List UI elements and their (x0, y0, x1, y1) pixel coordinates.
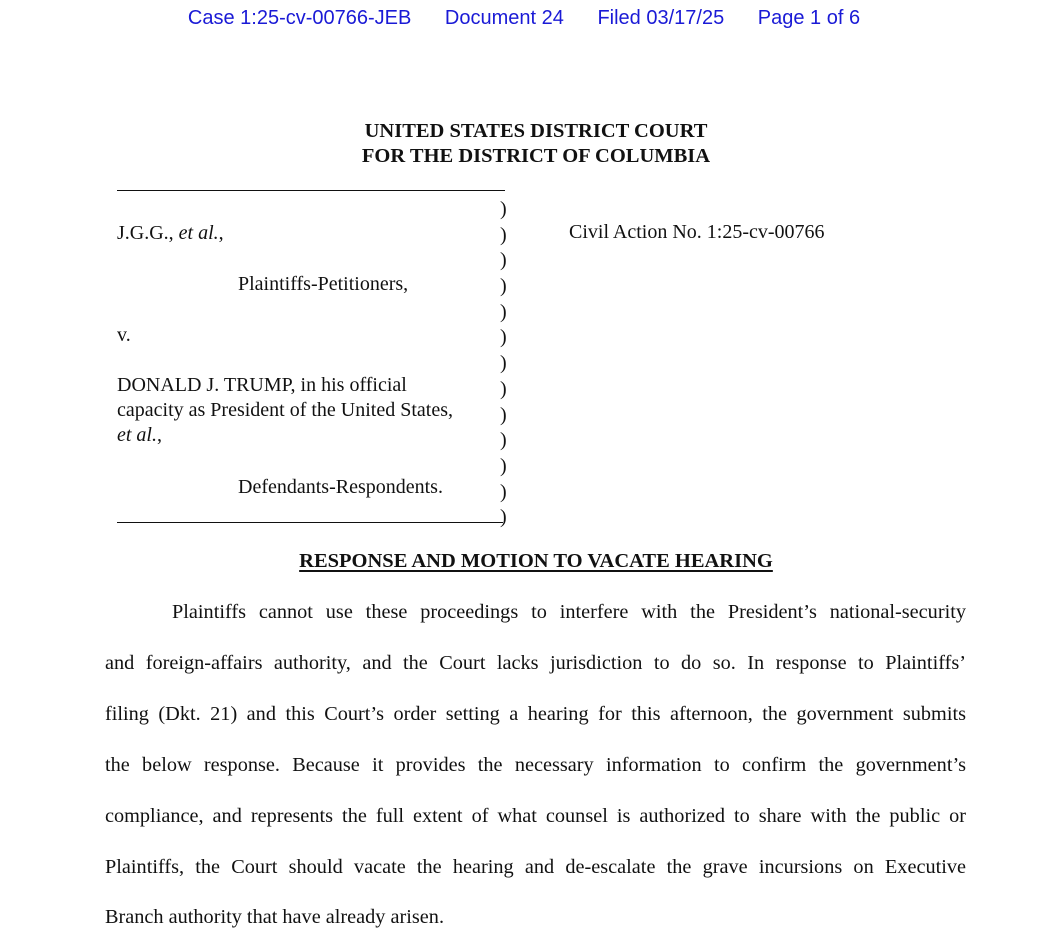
caption-paren: ) (500, 480, 507, 503)
caption-paren: ) (500, 377, 507, 400)
caption-paren: ) (500, 300, 507, 323)
caption-paren: ) (500, 198, 507, 220)
caption-parenthesis-column (500, 197, 507, 531)
court-heading (0, 119, 1048, 169)
defendant-line1: DONALD J. TRUMP, in his official (117, 374, 407, 396)
defendant-etal-text: et al. (117, 424, 157, 446)
body-line: Plaintiffs, the Court should vacate the hearing and de-escalate the grave incursions on Executive (105, 856, 966, 878)
caption-paren: ) (500, 454, 507, 477)
ecf-case-number: Case 1:25-cv-00766-JEB (187, 7, 412, 29)
defendant-line2: capacity as President of the United States, (117, 399, 454, 421)
body-line: and foreign-affairs authority, and the Court lacks jurisdiction to do so. In response to Plaintiffs’ (105, 652, 966, 674)
ecf-document-number: Document 24 (444, 7, 564, 29)
defendant-role: Defendants-Respondents. (238, 476, 443, 498)
plaintiff-name (117, 221, 224, 246)
plaintiff-name-text: J.G.G., (117, 222, 179, 244)
defendant-comma: , (157, 424, 162, 446)
body-line: Plaintiffs cannot use these proceedings to interfere with the President’s national-security (172, 601, 966, 623)
body-line: Branch authority that have already arisen. (105, 906, 445, 928)
caption-bottom-rule (117, 522, 503, 523)
caption-paren: ) (500, 275, 507, 298)
body-line: filing (Dkt. 21) and this Court’s order setting a hearing for this afternoon, the government submits (105, 703, 966, 725)
caption-paren: ) (500, 403, 507, 426)
caption-paren: ) (500, 326, 507, 349)
caption-top-rule (117, 190, 505, 191)
body-line: compliance, and represents the full extent of what counsel is authorized to share with the public or (105, 805, 966, 827)
plaintiff-comma: , (218, 222, 224, 244)
caption-paren: ) (500, 429, 507, 452)
ecf-filed-date: Filed 03/17/25 (597, 7, 725, 29)
civil-action-number: Civil Action No. 1:25-cv-00766 (569, 221, 825, 243)
caption-paren: ) (500, 249, 507, 272)
document-title: RESPONSE AND MOTION TO VACATE HEARING (299, 550, 773, 572)
ecf-header (0, 7, 1048, 30)
plaintiff-role: Plaintiffs-Petitioners, (238, 273, 409, 295)
body-line: the below response. Because it provides the necessary information to confirm the government’s (105, 754, 966, 776)
ecf-page-number: Page 1 of 6 (757, 7, 861, 29)
court-name-line1: UNITED STATES DISTRICT COURT (364, 120, 708, 142)
court-name-line2: FOR THE DISTRICT OF COLUMBIA (361, 145, 711, 167)
caption-paren: ) (500, 352, 507, 375)
caption-paren: ) (500, 223, 507, 246)
caption-paren: ) (500, 506, 507, 529)
defendant-etal (117, 423, 162, 448)
plaintiff-etal: et al. (178, 222, 219, 244)
versus: v. (117, 324, 131, 346)
